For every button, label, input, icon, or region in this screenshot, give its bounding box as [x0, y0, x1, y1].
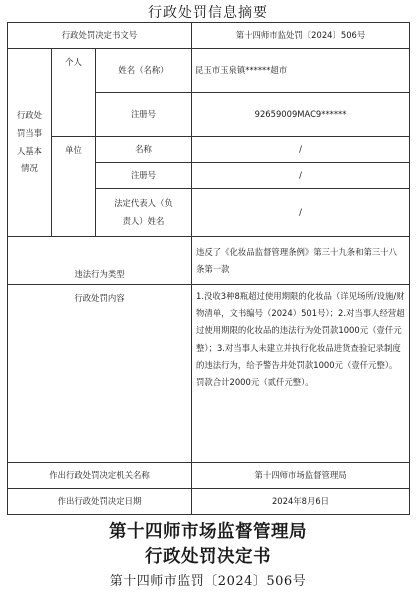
- legal-rep-label-line: 责人）姓名: [122, 215, 165, 226]
- authority-value: 第十四师市场监督管理局: [192, 463, 410, 489]
- page-title: 行政处罚信息摘要: [148, 5, 268, 21]
- unit-reg-value: /: [192, 163, 410, 189]
- penalty-summary-table: [7, 22, 410, 515]
- penalty-content-value: 1.没收3种8瓶超过使用期限的化妆品（详见场所/设施/财物清单，文书编号（2024）501号）；2.对当事人经营超过使用期限的化妆品的违法行为处罚款1000元（壹仟元整）；3.对当事人未建立并执行化妆品进货查验记录制度的违法行为，给予警告并处罚款1000元（壹仟元整）。罚款合计2000元（贰仟元整）。: [192, 285, 410, 463]
- legal-rep-value: /: [192, 189, 410, 237]
- unit-name-label: 名称: [96, 137, 192, 163]
- violation-type-value: 违反了《化妆品监督管理条例》第三十九条和第三十八条第一款: [192, 237, 410, 285]
- name-label: 姓名（名称）: [96, 49, 192, 93]
- decision-no-label: 行政处罚决定书文号: [8, 23, 192, 49]
- authority-label: 作出行政处罚决定机关名称: [8, 463, 192, 489]
- party-info-label: [8, 49, 52, 237]
- party-label-line: 人基本: [16, 145, 43, 156]
- legal-rep-label-line: 法定代表人（负: [114, 197, 173, 208]
- party-label-line: 行政处: [16, 110, 43, 121]
- party-label-line: 罚当事: [16, 127, 43, 138]
- table-row: [8, 49, 410, 93]
- legal-rep-label: [96, 189, 192, 237]
- issuing-org-title: 第十四师市场监督管理局: [109, 522, 307, 542]
- date-label: 作出行政处罚决定日期: [8, 489, 192, 515]
- reg-no-label: 注册号: [96, 93, 192, 137]
- unit-name-value: /: [192, 137, 410, 163]
- name-value: 昆玉市玉泉镇******超市: [192, 49, 410, 93]
- table-row: [8, 463, 410, 489]
- individual-label: 个人: [52, 49, 96, 137]
- unit-label: 单位: [52, 137, 96, 237]
- table-row: [8, 237, 410, 285]
- date-value: 2024年8月6日: [192, 489, 410, 515]
- violation-type-label: 违法行为类型: [8, 237, 192, 285]
- reg-no-value: 92659009MAC9******: [192, 93, 410, 137]
- unit-reg-label: 注册号: [96, 163, 192, 189]
- decision-no-value: 第十四师市监处罚〔2024〕506号: [192, 23, 410, 49]
- penalty-content-label: 行政处罚内容: [8, 285, 192, 463]
- table-row: [8, 137, 410, 163]
- decision-document-title: 行政处罚决定书: [145, 547, 271, 567]
- decision-document-number: 第十四师市监罚〔2024〕506号: [109, 574, 307, 589]
- party-label-line: 情况: [21, 163, 38, 174]
- table-row: [8, 489, 410, 515]
- table-row: [8, 285, 410, 463]
- table-row: [8, 23, 410, 49]
